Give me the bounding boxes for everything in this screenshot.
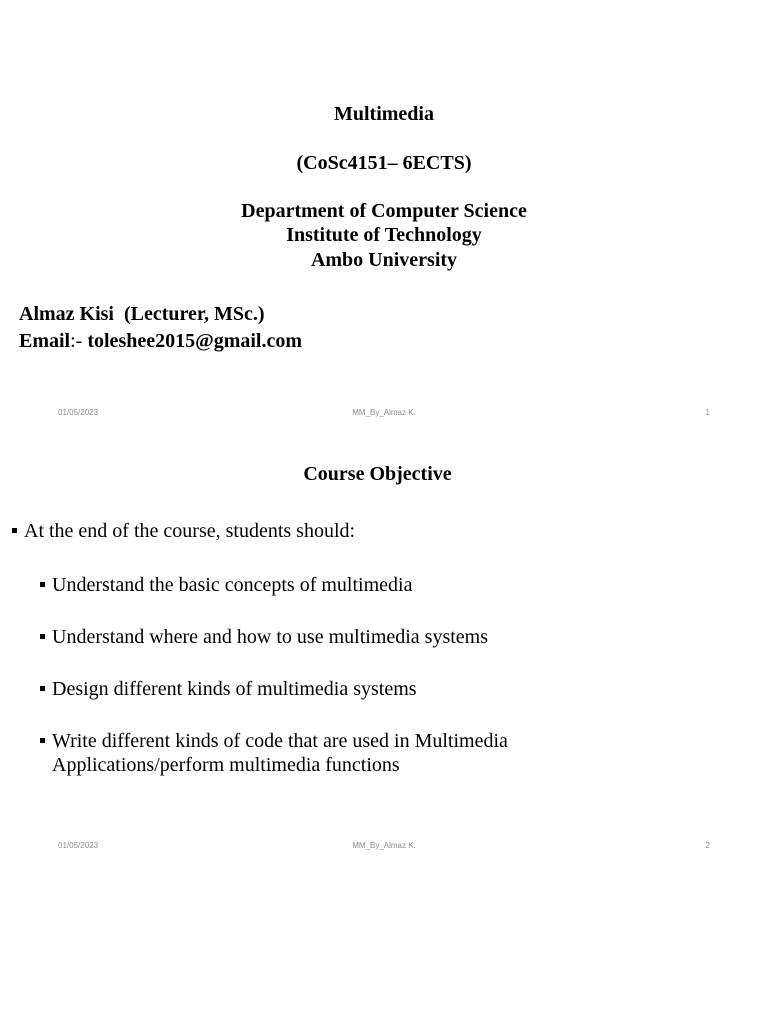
footer-date: 01/05/2023: [58, 841, 99, 850]
footer-author: MM_By_Almaz K.: [352, 408, 416, 417]
course-title: Multimedia: [334, 103, 434, 125]
email-line: [19, 329, 302, 353]
square-bullet-icon: [12, 528, 17, 533]
email-label: Email: [19, 330, 71, 352]
objective-text: Design different kinds of multimedia systems: [52, 678, 417, 700]
footer-page-number: 1: [705, 408, 710, 417]
course-code: (CoSc4151– 6ECTS): [296, 152, 472, 174]
footer-date: 01/05/2023: [58, 408, 99, 417]
objective-text: Understand the basic concepts of multimedia: [52, 574, 413, 596]
email-address: toleshee2015@gmail.com: [82, 330, 303, 352]
slide-title: Course Objective: [303, 463, 452, 485]
square-bullet-icon: [40, 686, 45, 691]
slide-1: [0, 0, 768, 432]
university-name: Ambo University: [310, 249, 458, 271]
intro-text: At the end of the course, students should:: [24, 520, 356, 542]
institute-name: Institute of Technology: [286, 224, 482, 246]
email-separator: :-: [70, 330, 83, 352]
square-bullet-icon: [40, 582, 45, 587]
footer-author: MM_By_Almaz K.: [352, 841, 416, 850]
objective-text: Understand where and how to use multimedia systems: [52, 626, 489, 648]
objective-text: Write different kinds of code that are used in Multimedia: [52, 730, 508, 752]
footer-page-number: 2: [705, 841, 710, 850]
slide-2: [0, 432, 768, 864]
lecturer-name: Almaz Kisi (Lecturer, MSc.): [19, 303, 265, 325]
square-bullet-icon: [40, 634, 45, 639]
square-bullet-icon: [40, 738, 45, 743]
objective-text: Applications/perform multimedia functions: [52, 754, 400, 776]
department-name: Department of Computer Science: [241, 200, 527, 222]
